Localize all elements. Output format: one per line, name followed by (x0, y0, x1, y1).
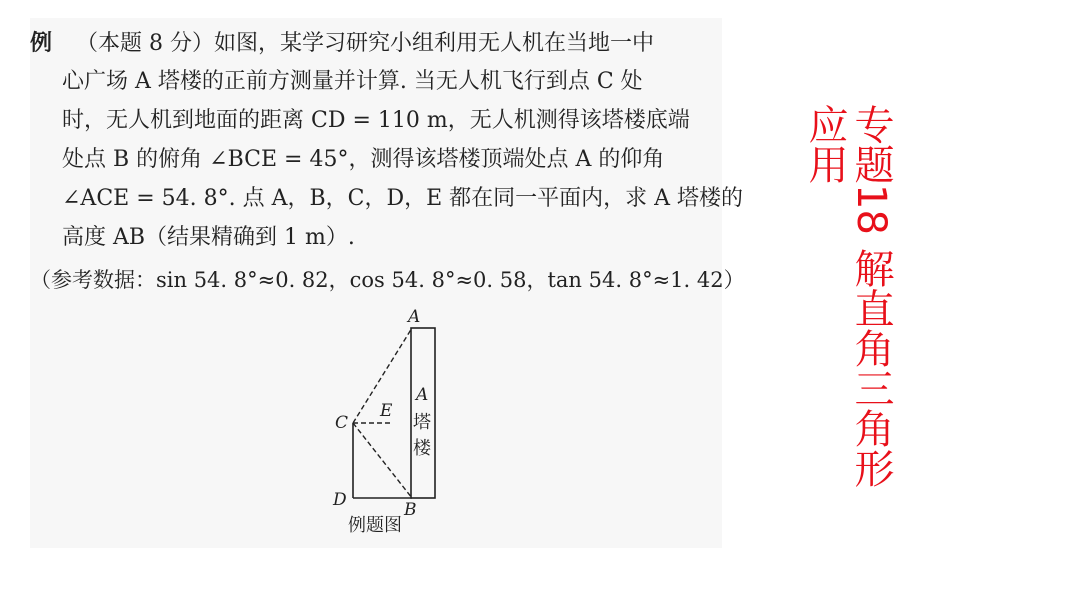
geometry-figure (330, 308, 490, 518)
problem-line-3: 时，无人机到地面的距离 CD = 110 m，无人机测得该塔楼底端 (62, 108, 690, 133)
figure-caption: 例题图 (348, 515, 402, 536)
tower-label-a: A (416, 385, 429, 405)
problem-line-2: 心广场 A 塔楼的正前方测量并计算. 当无人机飞行到点 C 处 (62, 69, 643, 94)
label-a: A (408, 308, 421, 327)
problem-line-5: ∠ACE = 54. 8°. 点 A，B，C，D，E 都在同一平面内，求 A 塔楼的 (62, 186, 744, 211)
problem-line-4: 处点 B 的俯角 ∠BCE = 45°，测得该塔楼顶端处点 A 的仰角 (62, 147, 665, 172)
side-title-continued: 应用 (802, 104, 848, 184)
problem-line-6: 高度 AB（结果精确到 1 m）. (62, 225, 355, 250)
label-d: D (333, 490, 347, 510)
tower-label-ta: 塔 (413, 412, 431, 433)
cb-dashed-line (353, 423, 412, 498)
tower-label-lou: 楼 (413, 438, 431, 459)
problem-text-1: （本题 8 分）如图，某学习研究小组利用无人机在当地一中 (76, 31, 655, 56)
label-e: E (380, 401, 393, 421)
label-b: B (404, 500, 417, 518)
problem-line-1 (30, 26, 654, 61)
side-title-main: 专题18 解直角三角形 (848, 104, 894, 488)
reference-data-line: （参考数据：sin 54. 8°≈0. 82，cos 54. 8°≈0. 58，tan 54. 8°≈1. 42） (30, 268, 745, 292)
problem-block (30, 18, 745, 548)
example-label: 例 (30, 30, 53, 56)
label-c: C (335, 413, 349, 433)
